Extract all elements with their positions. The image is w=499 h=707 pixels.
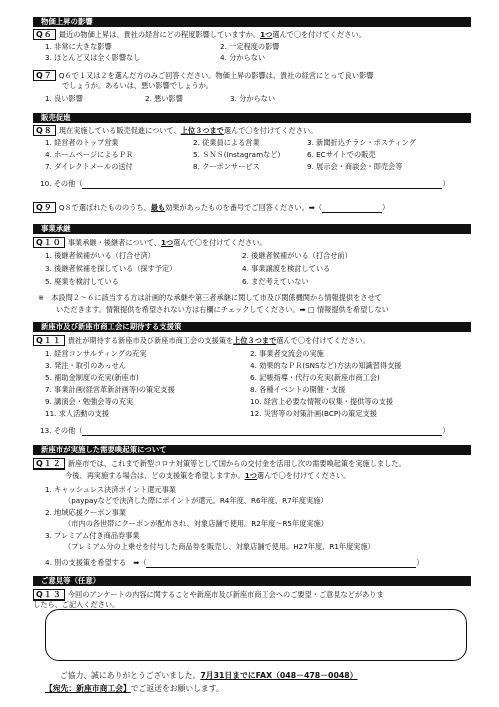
option-item[interactable]: 2. 悪い影響 [145, 94, 183, 103]
question-text-tail: 選んで〇を付けてください。 [173, 238, 267, 247]
option-item[interactable]: 6. ECサイトでの販売 [307, 150, 376, 159]
option-item[interactable]: 2. 事業者交流会の実施 [250, 349, 324, 358]
option-item[interactable]: 5. 補助金制度の充実(新座市) [45, 373, 139, 382]
measure-desc: （paypayなどで決済した際にポイントが還元。R4年度、R6年度、R7年度実施） [64, 496, 328, 505]
option-item[interactable]: 9. 展示会・商談会・即売会等 [307, 162, 403, 171]
question-text: Q６で１又は２を選んだ方のみご回答ください。物価上昇の影響は、貴社の経営にとって良い影響 [58, 71, 374, 80]
section-header-succession [33, 224, 471, 234]
option-item[interactable]: 3. 発注・取引のあっせん [45, 361, 126, 370]
option-item[interactable]: 2. 後継者候補がいる（打合せ前） [242, 251, 352, 260]
option-item[interactable]: 5. ＳＮＳ(Instagramなど) [193, 150, 281, 159]
option-item[interactable]: 2. 従業員による営業 [193, 138, 260, 147]
section-header-demand [33, 445, 471, 455]
measure-title[interactable]: 2. 地域応援クーポン事業 [45, 508, 127, 517]
option-item[interactable]: 1. 経営コンサルティングの充実 [45, 349, 147, 358]
measure-title[interactable]: 1. キャッシュレス決済ポイント還元事業 [45, 485, 176, 494]
question-text: 事業承継・後継者について、 [67, 238, 161, 247]
question-text-tail: 選んで〇を付けてください。 [272, 30, 366, 39]
option-item[interactable]: 11. 求人活動の支援 [45, 409, 110, 418]
section-title: ご意見等（任意） [41, 576, 101, 585]
thanks-text: ご協力、誠にありがとうございました。 [60, 671, 201, 680]
section-title: 新座市及び新座市商工会に期待する支援策 [41, 322, 182, 331]
footer-line1 [60, 671, 358, 680]
question-number: Q８ [33, 125, 56, 136]
question-text: 貴社が期待する新座市及び新座市商工会の支援策を [67, 336, 234, 345]
other-input-line[interactable] [146, 567, 416, 568]
question-emphasis: 1つ [160, 238, 174, 247]
question-number: Q１２ [33, 458, 65, 470]
measure-desc: （市内の各世帯にクーポンが配布され、対象店舗で使用。R2年度～R5年度実施） [64, 519, 328, 528]
question-emphasis: 最も [150, 203, 166, 212]
other-label: 13. その他（ [40, 426, 83, 435]
option-item[interactable]: 3. 分からない [230, 94, 276, 103]
question-text: 新座市では、これまで新型コロナ対策等として国からの交付金を活用し次の需要喚起策を実施しました。 [67, 459, 406, 468]
question-number: Q７ [33, 70, 56, 81]
option-item[interactable]: 2. 一定程度の影響 [220, 42, 280, 51]
section-title: 物価上昇の影響 [41, 17, 93, 26]
option-item[interactable]: 8. クーポンサービス [193, 162, 260, 171]
question-number: Q１１ [33, 335, 65, 346]
option-item[interactable]: 8. 各種イベントの開催・支援 [250, 385, 346, 394]
other-input-line[interactable] [82, 188, 442, 189]
question-10 [33, 237, 473, 248]
footer-line2 [45, 684, 224, 693]
question-text: 今後、再実施する場合は、どの支援策を希望しますか。 [65, 471, 245, 480]
note-line2-optout-checkbox[interactable]: いただきます。情報提供を希望されない方は右欄にチェックしてください。➡ □ 情報提供を希望しない [56, 305, 389, 314]
fax-deadline: 7月31日までにFAX（048－478－0048） [200, 671, 358, 680]
question-12 [33, 458, 473, 470]
question-8 [33, 125, 473, 136]
option-item[interactable]: 1. 後継者候補がいる（打合せ済） [45, 251, 155, 260]
other-option[interactable]: 10. その他（ ） [40, 179, 450, 188]
answer-input-line[interactable] [322, 212, 382, 213]
option-item[interactable]: 12. 災害等の対策計画(BCP)の策定支援 [250, 409, 377, 418]
question-text-tail: 選んで〇を付けてください。 [223, 126, 318, 135]
question-emphasis: 1つ [244, 471, 257, 480]
option-item[interactable]: 3. 新聞折込チラシ・ポスティング [307, 138, 416, 147]
option-item[interactable]: 3. 後継者候補を探している（探す予定） [45, 264, 177, 273]
question-text: Q８で選ばれたもののうち、 [58, 203, 151, 212]
question-number: Q１０ [33, 237, 65, 248]
question-6 [33, 29, 473, 40]
section-header-promotion [33, 113, 471, 123]
question-11 [33, 335, 473, 346]
section-title: 販売促進 [41, 113, 71, 122]
option-item[interactable]: 1. 経営者のトップ営業 [45, 138, 119, 147]
option-item[interactable]: 4. 事業譲渡を検討している [242, 264, 331, 273]
option-item[interactable]: 10. 経営上必要な情報の収集・提供等の支援 [250, 397, 394, 406]
option-item[interactable]: 3. ほとんど又は全く影響なし [45, 53, 141, 62]
question-7 [33, 70, 473, 81]
option-item[interactable]: 6. 記帳指導・代行の充実(新座市商工会) [250, 373, 380, 382]
option-item[interactable]: 4. ホームページによるＰＲ [45, 150, 134, 159]
question-number: Q９ [33, 202, 56, 213]
option-item[interactable]: 6. まだ考えていない [242, 277, 309, 286]
section-title: 事業承継 [41, 224, 71, 233]
question-text: 最近の物価上昇は、貴社の経営にどの程度影響していますか。 [58, 30, 261, 39]
question-emphasis: 上位３つまで [180, 126, 224, 135]
question-text-line2: でしょうか。あるいは、悪い影響でしょうか。 [62, 81, 213, 90]
question-9: Q９ Q８で選ばれたもののうち、最も効果があったものを番号でご回答ください。➡（ ） [33, 202, 473, 213]
question-text-tail: 効果があったものを番号でご回答ください。➡（ [165, 203, 323, 212]
section-header-comments [33, 576, 471, 586]
note-line1: ※ 本設問２～６に該当する方は計画的な承継や第三者承継に関して市及び関係機関から情報提供をさせて [38, 293, 382, 302]
question-text: 今回のアンケートの内容に関することや新座市及び新座市商工会へのご要望・ご意見などがありま [67, 590, 384, 599]
option-item[interactable]: 9. 講演会・勉強会等の充実 [45, 397, 134, 406]
section-header-price [33, 17, 471, 27]
question-text-line2: したら、ご記入ください。 [33, 600, 120, 609]
measure-desc: （プレミアム分の上乗せを付与した商品券を販売し、対象店舗で使用。H27年度、R1年度実施） [64, 542, 375, 551]
question-text-tail: 選んで〇を付けてください。 [276, 336, 370, 345]
other-label: 4. 別の支援策を希望する ➡（ [45, 558, 147, 567]
question-emphasis: 1つ [260, 30, 273, 39]
measure-title[interactable]: 3. プレミアム付き商品券事業 [45, 531, 140, 540]
question-number: Q６ [33, 29, 56, 40]
other-option[interactable]: 4. 別の支援策を希望する ➡（ ） [45, 558, 424, 567]
return-text: でご返送をお願いします。 [130, 684, 224, 693]
other-option[interactable]: 13. その他（ ） [40, 426, 450, 435]
section-header-support [33, 322, 471, 332]
recipient: 【宛先：新座市商工会】 [45, 684, 131, 693]
question-number: Q１３ [33, 589, 65, 601]
other-input-line[interactable] [82, 435, 442, 436]
other-label: 10. その他（ [40, 179, 83, 188]
option-item[interactable]: 7. ダイレクトメールの送付 [45, 162, 133, 171]
option-item[interactable]: 7. 事業計画(経営革新計画等)の策定支援 [45, 385, 175, 394]
question-text-line2 [65, 472, 350, 481]
option-item[interactable]: 1. 非常に大きな影響 [45, 42, 112, 51]
option-item[interactable]: 5. 廃業を検討している [45, 277, 119, 286]
section-title: 新座市が実施した需要喚起策について [41, 445, 167, 454]
option-item[interactable]: 4. 分からない [220, 53, 266, 62]
comment-textarea[interactable] [45, 609, 467, 661]
option-item[interactable]: 1. 良い影響 [45, 94, 83, 103]
question-text: 現在実施している販売促進について、 [58, 126, 181, 135]
question-emphasis: 上位３つまで [233, 336, 277, 345]
option-item[interactable]: 4. 効果的なＰＲ(SNSなど)方法の知識習得支援 [250, 361, 402, 370]
question-text-tail: 選んで〇を付けてください。 [256, 471, 351, 480]
